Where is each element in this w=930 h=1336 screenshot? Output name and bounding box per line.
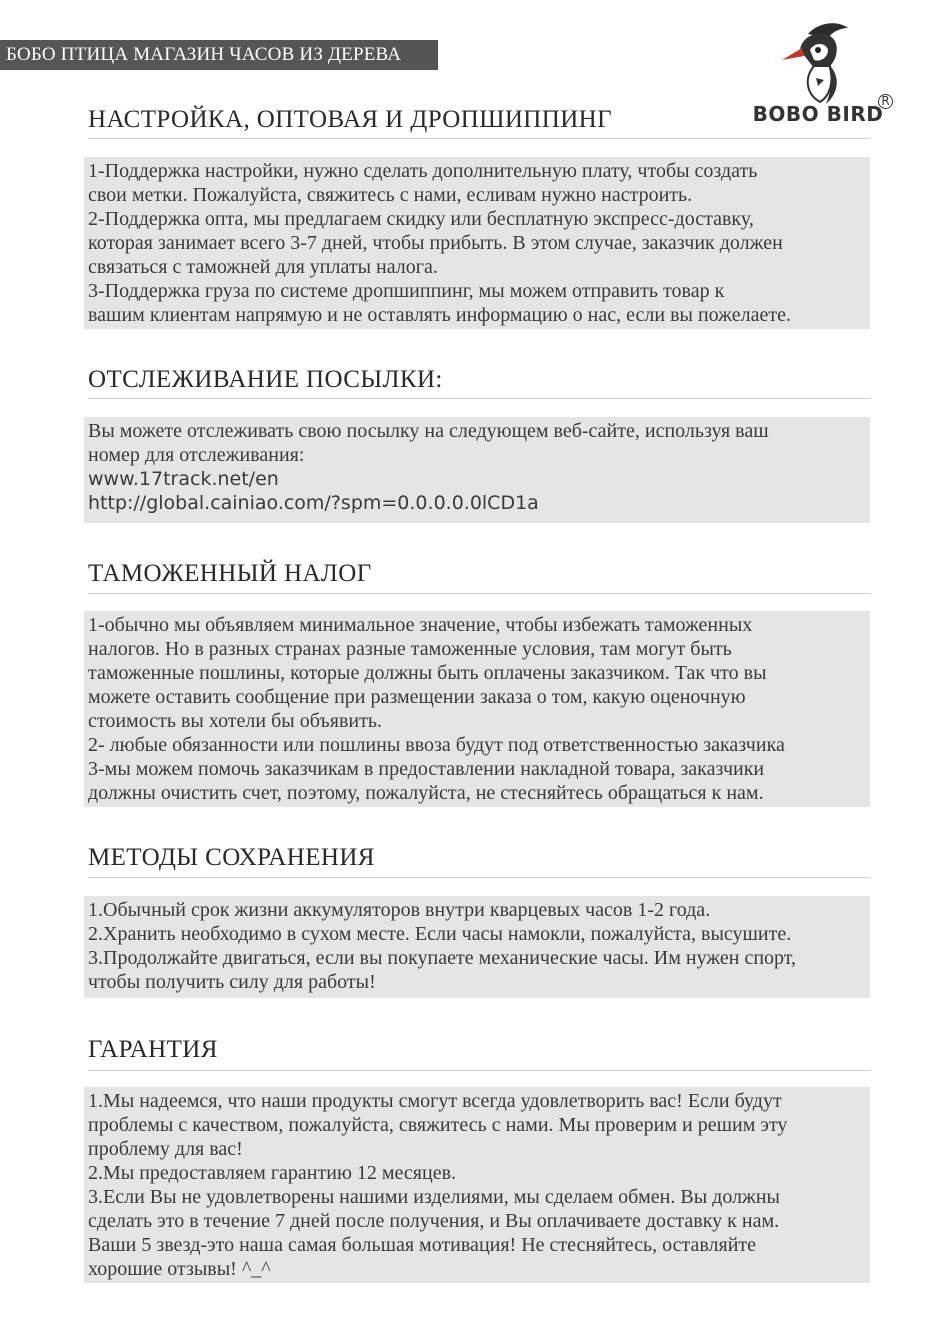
text-line: 1.Обычный срок жизни аккумуляторов внутри кварцевых часов 1-2 года. [88,899,711,921]
text-line: 2- любые обязанности или пошлины ввоза будут под ответственностью заказчика [88,734,785,756]
section-body-customs [84,611,870,807]
section-divider [88,138,870,139]
section-body-tracking [84,417,870,523]
section-divider [88,1070,870,1071]
store-banner: БОБО ПТИЦА МАГАЗИН ЧАСОВ ИЗ ДЕРЕВА [0,40,438,70]
text-line: можете оставить сообщение при размещении заказа о том, какую оценочную [88,686,746,708]
section-divider [88,398,870,399]
text-line: 1.Мы надеемся, что наши продукты смогут всегда удовлетворить вас! Если будут [88,1090,782,1112]
text-line: проблемы с качеством, пожалуйста, свяжитесь с нами. Мы проверим и решим эту [88,1114,788,1136]
text-line: чтобы получить силу для работы! [88,971,376,993]
section-title-customs: ТАМОЖЕННЫЙ НАЛОГ [88,560,372,587]
text-line: хорошие отзывы! ^_^ [88,1258,271,1280]
logo-wordmark: BOBO BIRD [752,102,884,126]
text-line: 3-мы можем помочь заказчикам в предоставлении накладной товара, заказчики [88,758,765,780]
text-line: номер для отслеживания: [88,444,305,466]
text-line: таможенные пошлины, которые должны быть оплачены заказчиком. Так что вы [88,662,767,684]
text-line: 3-Поддержка груза по системе дропшиппинг, мы можем отправить товар к [88,280,725,302]
text-line: 3.Если Вы не удовлетворены нашими изделиями, мы сделаем обмен. Вы должны [88,1186,780,1208]
text-line: 2-Поддержка опта, мы предлагаем скидку или бесплатную экспресс-доставку, [88,208,754,230]
text-line: 1-обычно мы объявляем минимальное значение, чтобы избежать таможенных [88,614,753,636]
text-line: 3.Продолжайте двигаться, если вы покупаете механические часы. Им нужен спорт, [88,947,796,969]
section-body-customization [84,157,870,329]
text-line: вашим клиентам напрямую и не оставлять информацию о нас, если вы пожелаете. [88,304,791,326]
text-line: 2.Мы предоставляем гарантию 12 месяцев. [88,1162,457,1184]
text-line: Ваши 5 звезд-это наша самая большая мотивация! Не стесняйтесь, оставляйте [88,1234,757,1256]
section-title-tracking: ОТСЛЕЖИВАНИЕ ПОСЫЛКИ: [88,366,443,393]
text-line: 2.Хранить необходимо в сухом месте. Если часы намокли, пожалуйста, высушите. [88,923,792,945]
section-title-warranty: ГАРАНТИЯ [88,1036,218,1063]
section-title-customization: НАСТРОЙКА, ОПТОВАЯ И ДРОПШИППИНГ [88,106,612,133]
section-body-storage [84,896,870,998]
text-line: налогов. Но в разных странах разные таможенные условия, там могут быть [88,638,732,660]
section-title-storage: МЕТОДЫ СОХРАНЕНИЯ [88,844,375,871]
section-divider [88,877,870,878]
section-divider [88,593,870,594]
text-line: которая занимает всего 3-7 дней, чтобы прибыть. В этом случае, заказчик должен [88,232,783,254]
tracking-link-17track[interactable]: www.17track.net/en [88,468,279,490]
text-line: связаться с таможней для уплаты налога. [88,256,438,278]
section-body-warranty [84,1087,870,1283]
text-line: должны очистить счет, поэтому, пожалуйста, не стесняйтесь обращаться к нам. [88,782,764,804]
text-line: Вы можете отслеживать свою посылку на следующем веб-сайте, используя ваш [88,420,769,442]
text-line: проблему для вас! [88,1138,243,1160]
text-line: стоимость вы хотели бы объявить. [88,710,382,732]
text-line: 1-Поддержка настройки, нужно сделать дополнительную плату, чтобы создать [88,160,758,182]
text-line: свои метки. Пожалуйста, свяжитесь с нами, есливам нужно настроить. [88,184,693,206]
text-line: сделать это в течение 7 дней после получения, и Вы оплачиваете доставку к нам. [88,1210,780,1232]
registered-mark: R [878,94,893,109]
tracking-link-cainiao[interactable]: http://global.cainiao.com/?spm=0.0.0.0.0lCD1a [88,492,539,514]
